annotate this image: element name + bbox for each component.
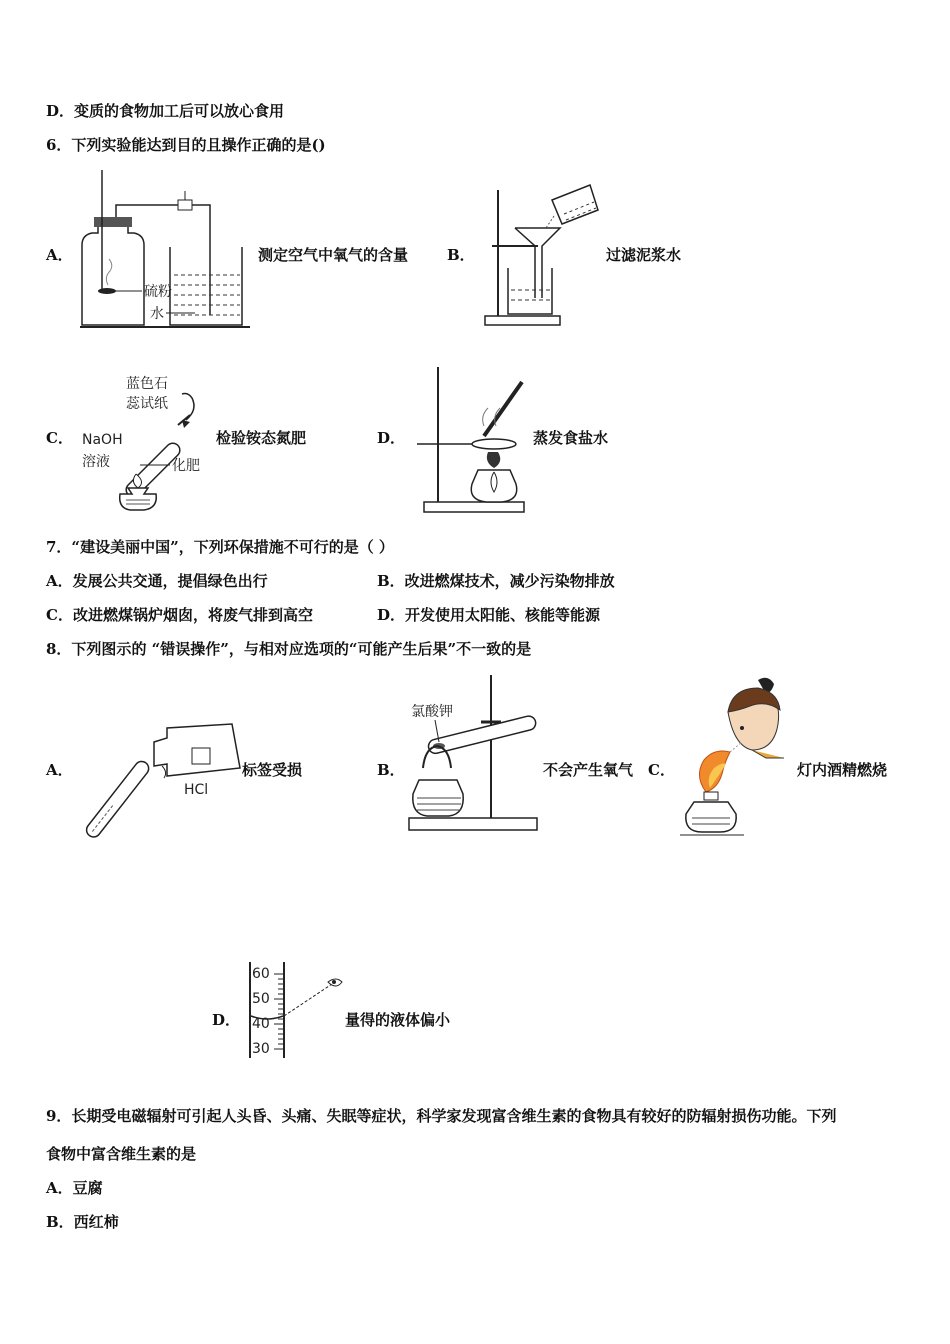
q7-option-b: B．改进燃煤技术，减少污染物排放 bbox=[377, 572, 615, 590]
q8-d-tick-40: 40 bbox=[252, 1016, 270, 1032]
q8-d-figure bbox=[244, 960, 354, 1060]
q8-b-figure bbox=[405, 670, 545, 840]
q9-stem-line-2: 食物中富含维生素的是 bbox=[46, 1145, 197, 1163]
q8-b-kclo3-label: 氯酸钾 bbox=[411, 704, 453, 720]
q6-d-caption: 蒸发食盐水 bbox=[533, 429, 609, 447]
q6-d-figure bbox=[412, 362, 542, 517]
q8-a-hcl-label: HCl bbox=[184, 782, 209, 798]
q9-stem-line-1: 9．长期受电磁辐射可引起人头昏、头痛、失眠等症状，科学家发现富含维生素的食物具有较好的防辐射损伤功能。下列 bbox=[46, 1107, 837, 1125]
q6-c-naoh-label: NaOH bbox=[82, 432, 123, 448]
q8-d-tick-60: 60 bbox=[252, 966, 270, 982]
q6-c-letter: C． bbox=[46, 429, 73, 447]
q8-c-figure bbox=[680, 672, 790, 840]
q8-b-letter: B． bbox=[377, 761, 405, 779]
q7-option-a: A．发展公共交通，提倡绿色出行 bbox=[46, 572, 268, 590]
q6-c-figure bbox=[78, 370, 218, 515]
q6-d-letter: D． bbox=[377, 429, 406, 447]
q8-b-caption: 不会产生氧气 bbox=[543, 761, 634, 779]
q6-a-sulfur-label: 硫粉 bbox=[144, 284, 172, 300]
q5-option-d: D．变质的食物加工后可以放心食用 bbox=[46, 102, 285, 120]
q8-c-letter: C． bbox=[648, 761, 675, 779]
q9-option-a: A．豆腐 bbox=[46, 1179, 103, 1197]
q6-b-letter: B． bbox=[447, 246, 475, 264]
q6-c-paper-label-2: 蕊试纸 bbox=[126, 396, 168, 412]
q7-stem: 7．“建设美丽中国”，下列环保措施不可行的是（ ） bbox=[46, 538, 394, 556]
q6-a-letter: A． bbox=[46, 246, 73, 264]
q6-a-figure bbox=[70, 165, 260, 335]
q8-stem: 8．下列图示的 “错误操作”，与相对应选项的“可能产生后果”不一致的是 bbox=[46, 640, 532, 658]
q6-b-caption: 过滤泥浆水 bbox=[606, 246, 682, 264]
q6-c-fertilizer-label: 化肥 bbox=[172, 458, 200, 474]
q8-a-letter: A． bbox=[46, 761, 73, 779]
q6-c-caption: 检验铵态氮肥 bbox=[216, 429, 307, 447]
q6-c-solution-label: 溶液 bbox=[82, 454, 110, 470]
q8-a-caption: 标签受损 bbox=[242, 761, 303, 779]
q8-d-letter: D． bbox=[212, 1011, 241, 1029]
q9-option-b: B．西红柿 bbox=[46, 1213, 119, 1231]
q6-a-water-label: 水 bbox=[150, 306, 164, 322]
q8-c-caption: 灯内酒精燃烧 bbox=[797, 761, 888, 779]
q7-option-d: D．开发使用太阳能、核能等能源 bbox=[377, 606, 601, 624]
q6-b-figure bbox=[480, 180, 610, 330]
q8-d-tick-50: 50 bbox=[252, 991, 270, 1007]
q8-d-tick-30: 30 bbox=[252, 1041, 270, 1057]
q6-stem: 6．下列实验能达到目的且操作正确的是() bbox=[46, 136, 326, 154]
q6-a-caption: 测定空气中氧气的含量 bbox=[258, 246, 409, 264]
q8-d-caption: 量得的液体偏小 bbox=[345, 1011, 451, 1029]
q6-c-paper-label-1: 蓝色石 bbox=[126, 376, 168, 392]
q8-a-figure bbox=[72, 720, 247, 845]
q7-option-c: C．改进燃煤锅炉烟囱，将废气排到高空 bbox=[46, 606, 313, 624]
